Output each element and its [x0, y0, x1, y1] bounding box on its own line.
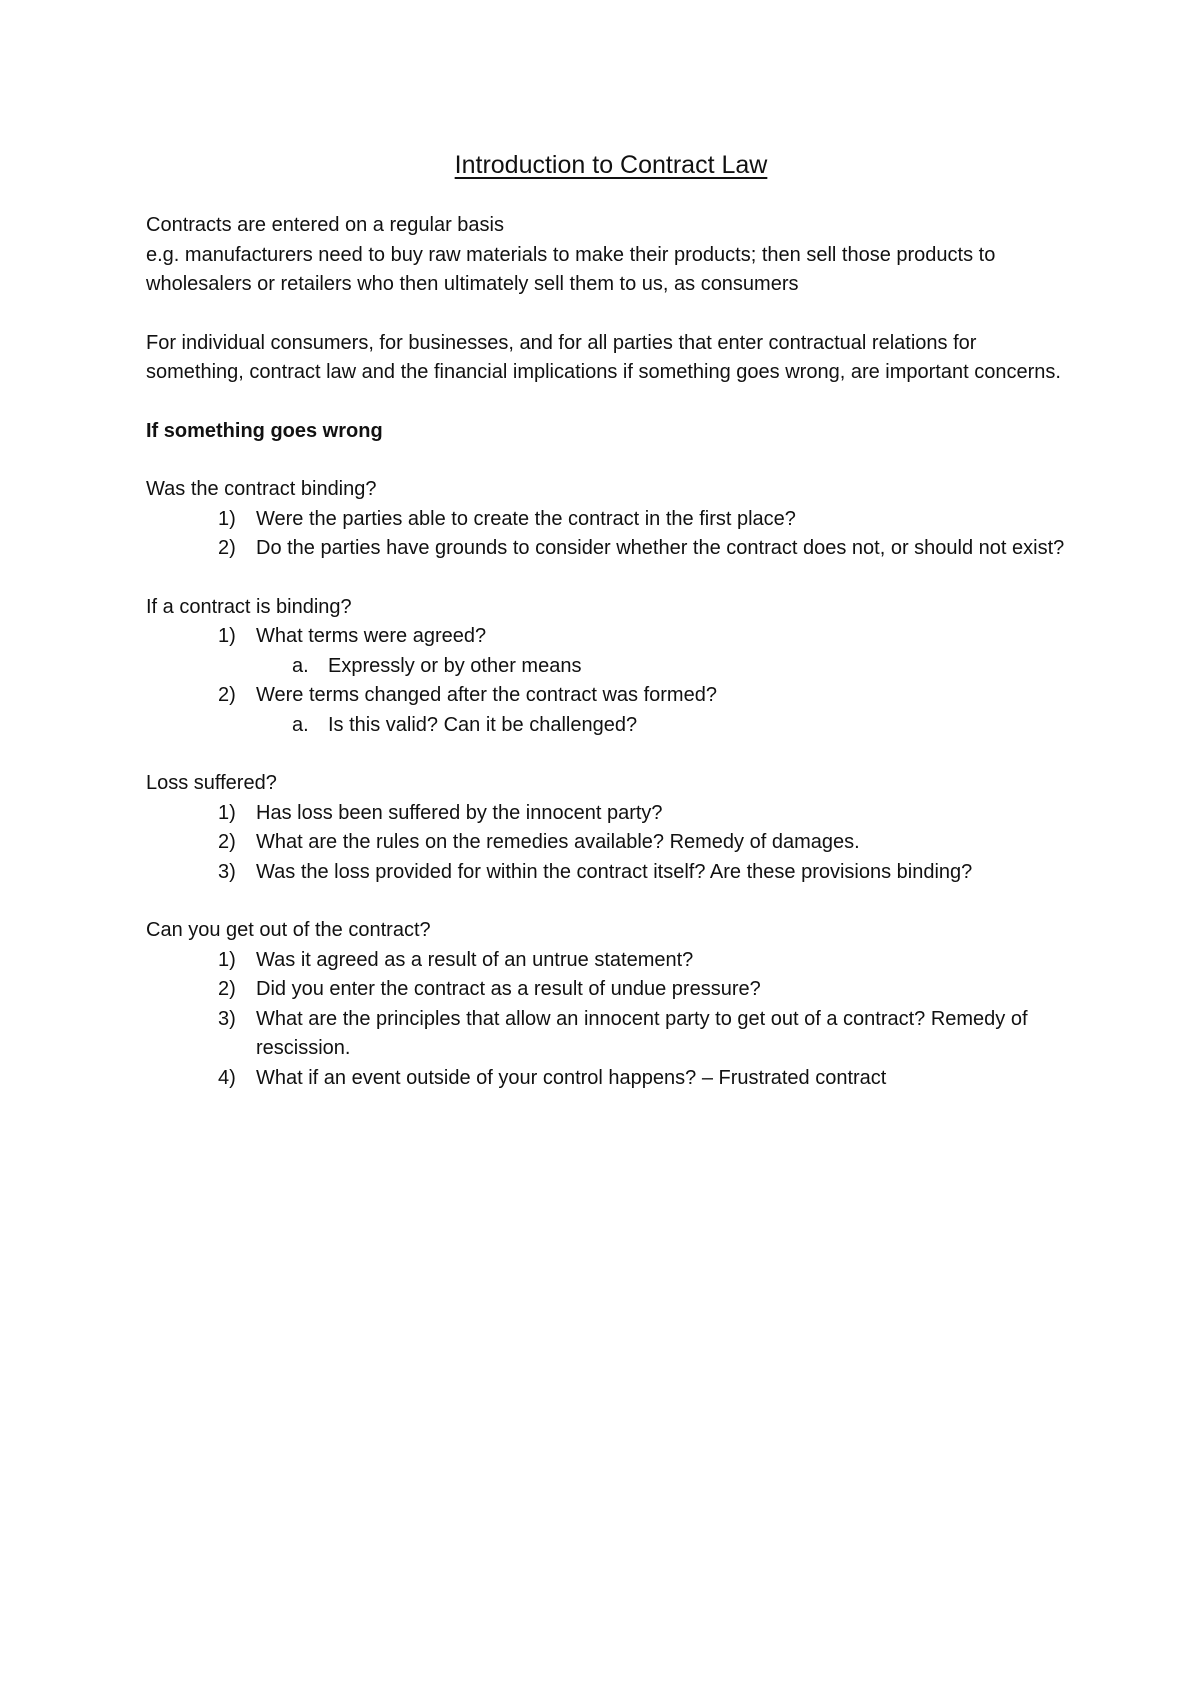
list-item [146, 975, 1076, 1005]
section-heading-binding: Was the contract binding? [146, 478, 377, 500]
list-item [146, 828, 1076, 858]
list-marker: 3) [218, 860, 236, 883]
list-item [146, 681, 1076, 740]
section-list-binding [146, 505, 1076, 564]
bold-heading: If something goes wrong [146, 419, 383, 442]
list-item [146, 1005, 1076, 1064]
list-marker: 4) [218, 1066, 236, 1089]
list-marker: 2) [218, 978, 236, 1000]
document-body [146, 148, 1076, 1122]
list-item-text: Were terms changed after the contract was formed? [256, 684, 717, 706]
list-item [146, 799, 1076, 829]
sub-list-marker: a. [292, 713, 309, 736]
section-list-get-out [146, 946, 1076, 1094]
list-item [146, 858, 1076, 888]
list-item [146, 505, 1076, 535]
list-marker: 2) [218, 831, 236, 853]
list-item [146, 946, 1076, 976]
list-marker: 2) [218, 537, 236, 559]
intro-paragraph [146, 211, 1076, 300]
sub-list [256, 711, 1076, 741]
sub-list-item [256, 711, 1076, 741]
intro-line-1: Contracts are entered on a regular basis [146, 214, 504, 236]
list-item-text: Do the parties have grounds to consider whether the contract does not, or should not exist? [256, 537, 1065, 559]
list-item-text: What terms were agreed? [256, 625, 487, 647]
section-heading-binding-contract: If a contract is binding? [146, 595, 352, 618]
list-marker: 1) [218, 948, 236, 971]
list-marker: 2) [218, 684, 236, 706]
section-heading-get-out: Can you get out of the contract? [146, 919, 431, 941]
consumers-paragraph: For individual consumers, for businesses, and for all parties that enter contractual relations for something, contract law and the financial implications if something goes wrong, are important concerns. [146, 331, 1061, 383]
list-item-text: Has loss been suffered by the innocent party? [256, 801, 663, 824]
list-item [146, 534, 1076, 564]
list-marker: 1) [218, 801, 236, 824]
list-item-text: Was the loss provided for within the contract itself? Are these provisions binding? [256, 860, 973, 883]
list-item [146, 622, 1076, 681]
list-item-text: What are the rules on the remedies available? Remedy of damages. [256, 831, 860, 853]
sub-list-item-text: Expressly or by other means [328, 654, 582, 677]
list-item-text: Did you enter the contract as a result of undue pressure? [256, 978, 761, 1000]
section-list-binding-contract [146, 622, 1076, 740]
list-marker: 1) [218, 507, 236, 530]
section-list-loss [146, 799, 1076, 888]
list-item-text: What are the principles that allow an innocent party to get out of a contract? Remedy of rescission. [256, 1007, 1028, 1059]
sub-list-item-text: Is this valid? Can it be challenged? [328, 713, 638, 736]
sub-list-marker: a. [292, 654, 309, 677]
list-item [146, 1064, 1076, 1094]
document-title: Introduction to Contract Law [454, 151, 768, 179]
list-marker: 3) [218, 1007, 236, 1030]
list-marker: 1) [218, 625, 236, 647]
section-heading-loss: Loss suffered? [146, 772, 277, 794]
list-item-text: Was it agreed as a result of an untrue statement? [256, 948, 694, 971]
sub-list [256, 652, 1076, 682]
list-item-text: What if an event outside of your control happens? – Frustrated contract [256, 1066, 887, 1089]
list-item-text: Were the parties able to create the contract in the first place? [256, 507, 796, 530]
intro-line-2: e.g. manufacturers need to buy raw materials to make their products; then sell those products to wholesalers or retailers who then ultimately sell them to us, as consumers [146, 243, 996, 295]
sub-list-item [256, 652, 1076, 682]
